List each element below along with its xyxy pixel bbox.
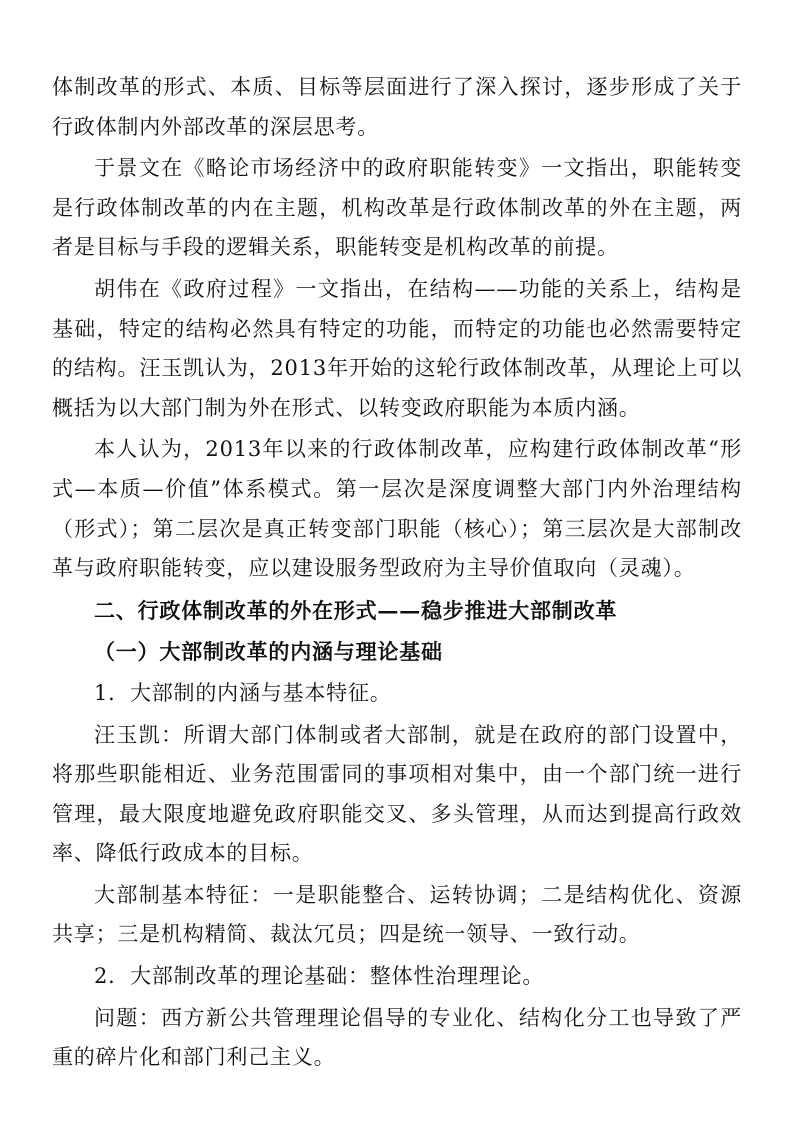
section-heading: 二、行政体制改革的外在形式——稳步推进大部制改革 (94, 597, 618, 623)
paragraph-author-view: 本人认为，2013年以来的行政体制改革，应构建行政体制改革“形式—本质—价值”体系模式。第一层次是深度调整大部门内外治理结构（形式）；第二层次是真正转变部门职能（核心）；第三层次是大部制改革与政府职能转变，应以建设服务型政府为主导价值取向（灵魂）。 (52, 437, 742, 581)
numbered-point-1: 1．大部制的内涵与基本特征。 (94, 680, 392, 705)
paragraph-problem: 问题：西方新公共管理理论倡导的专业化、结构化分工也导致了严重的碎片化和部门利己主义。 (52, 1005, 742, 1070)
subsection-heading: （一）大部制改革的内涵与理论基础 (94, 639, 443, 665)
paragraph-basic-features: 大部制基本特征：一是职能整合、运转协调；二是结构优化、资源共享；三是机构精简、裁汰冗员；四是统一领导、一致行动。 (52, 882, 742, 947)
paragraph-wang-yukai: 汪玉凯：所谓大部门体制或者大部制，就是在政府的部门设置中，将那些职能相近、业务范围雷同的事项相对集中，由一个部门统一进行管理，最大限度地避免政府职能交叉、多头管理，从而达到提高行政效率、降低行政成本的目标。 (52, 722, 742, 866)
document-body (52, 68, 742, 1080)
paragraph-yu-jingwen: 于景文在《略论市场经济中的政府职能转变》一文指出，职能转变是行政体制改革的内在主题，机构改革是行政体制改革的外在主题，两者是目标与手段的逻辑关系，职能转变是机构改革的前提。 (52, 156, 742, 260)
paragraph-continuation: 体制改革的形式、本质、目标等层面进行了深入探讨，逐步形成了关于行政体制内外部改革的深层思考。 (52, 75, 742, 139)
numbered-point-2: 2．大部制改革的理论基础：整体性治理理论。 (94, 964, 545, 989)
paragraph-hu-wei: 胡伟在《政府过程》一文指出，在结构——功能的关系上，结构是基础，特定的结构必然具有特定的功能，而特定的功能也必然需要特定的结构。汪玉凯认为，2013年开始的这轮行政体制改革，从理论上可以概括为以大部门制为外在形式、以转变政府职能为本质内涵。 (52, 276, 742, 420)
